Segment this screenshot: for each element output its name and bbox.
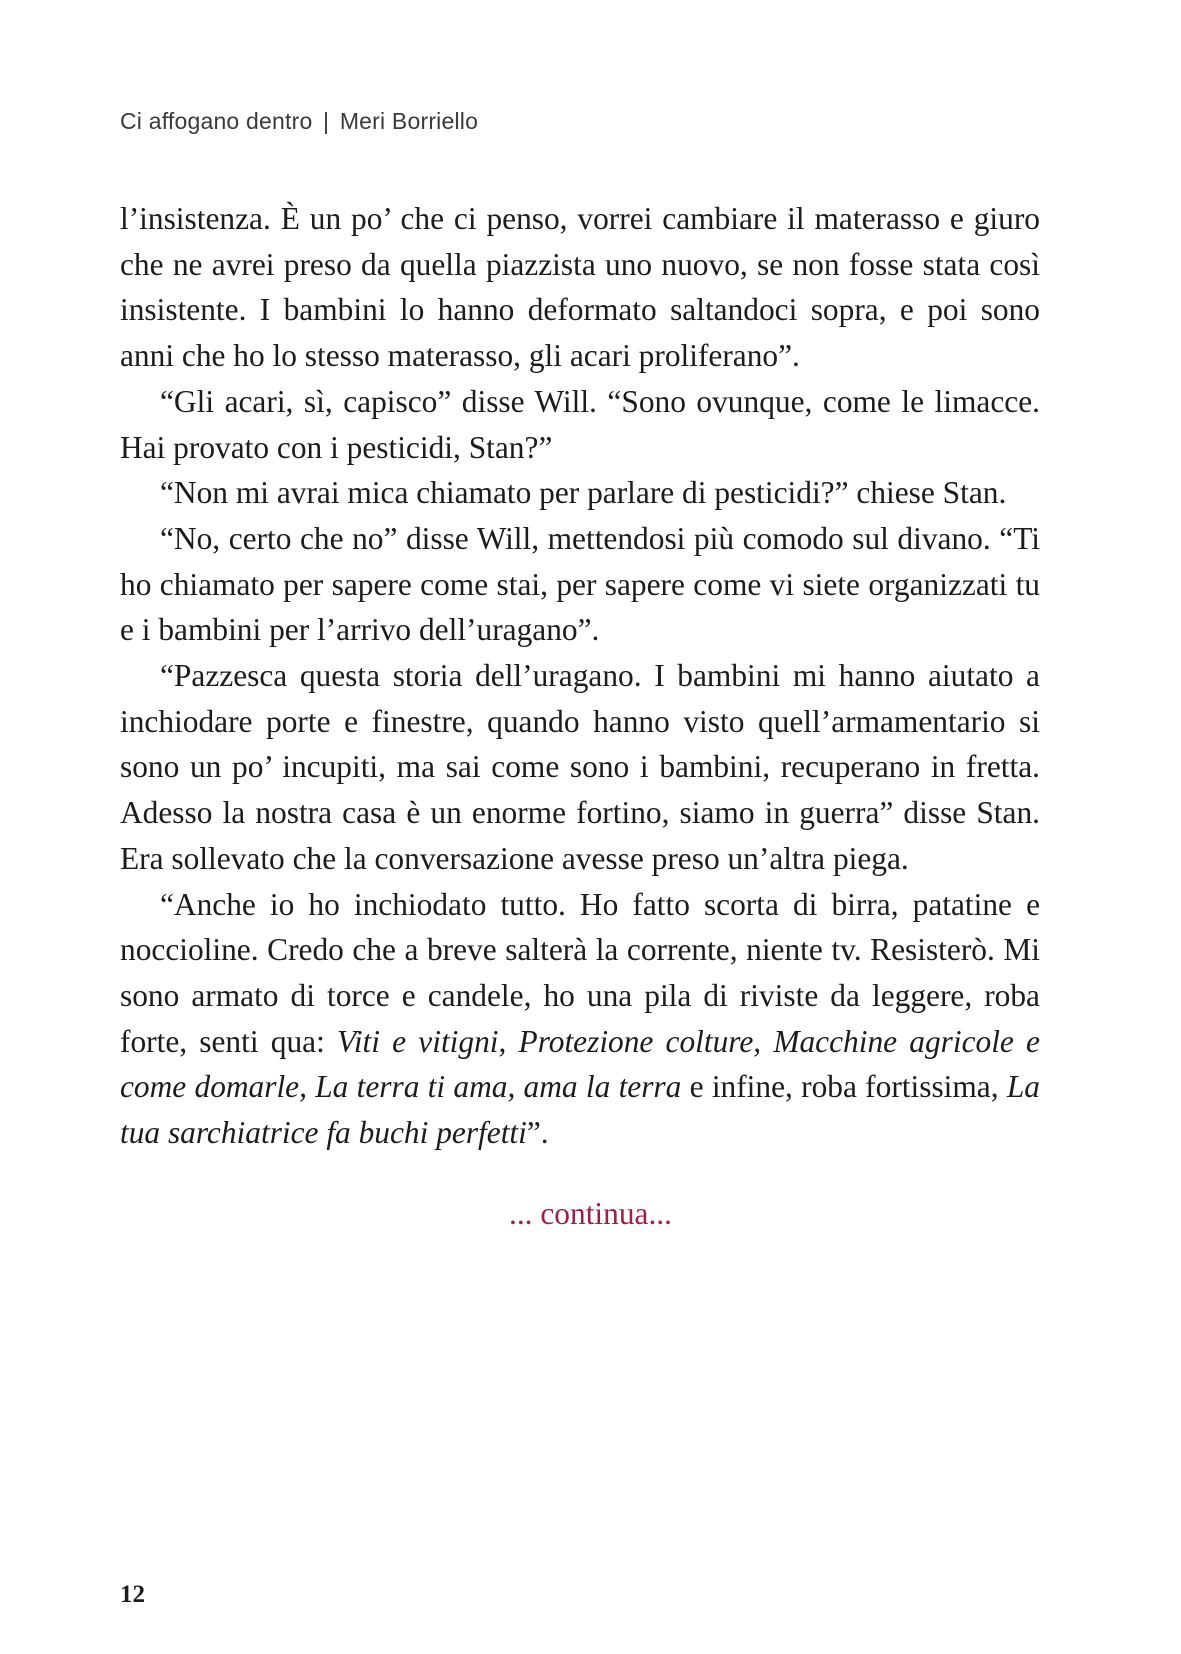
- magazine-title-final: La tua sarchiatrice fa buchi perfetti: [120, 1069, 1040, 1151]
- paragraph-2: “Gli acari, sì, capisco” disse Will. “Sono ovunque, come le limacce. Hai provato con i pesticidi, Stan?”: [120, 383, 1040, 465]
- paragraph-5: “Pazzesca questa storia dell’uragano. I bambini mi hanno aiutato a inchiodare porte e finestre, quando hanno visto quell’armamentario si sono un po’ incupiti, ma sai come sono i bambini, recuperano in fretta. Adesso la nostra casa è un enorme fortino, siamo in guerra” disse Stan. Era sollevato che la conversazione avesse preso un’altra piega.: [120, 658, 1040, 876]
- magazine-titles: Viti e vitigni, Protezione colture, Macchine agricole e come domarle, La terra ti ama, ama la terra: [120, 1023, 1040, 1105]
- paragraph-6-closing: ”.: [526, 1115, 549, 1151]
- book-title: Ci affogano dentro: [120, 108, 313, 134]
- continua-link[interactable]: ... continua...: [508, 1196, 673, 1231]
- paragraph-6-intro: “Anche io ho inchiodato tutto. Ho fatto scorta di birra, patatine e noccioline. Credo che a breve salterà la corrente, niente tv. Resisterò. Mi sono armato di torce e candele, ho una pila di riviste da leggere, roba forte, senti qua:: [120, 886, 1040, 1059]
- paragraph-1: l’insistenza. È un po’ che ci penso, vorrei cambiare il materasso e giuro che ne avrei preso da quella piazzista uno nuovo, se non fosse stata così insistente. I bambini lo hanno deformato saltandoci sopra, e poi sono anni che ho lo stesso materasso, gli acari proliferano”.: [120, 201, 1040, 374]
- paragraph-6-middle: e infine, roba fortissima,: [681, 1069, 1007, 1105]
- paragraph-4: “No, certo che no” disse Will, mettendosi più comodo sul divano. “Ti ho chiamato per sapere come stai, per sapere come vi siete organizzati tu e i bambini per l’arrivo dell’uragano”.: [120, 520, 1040, 648]
- book-author: Meri Borriello: [339, 108, 479, 134]
- header-separator: |: [323, 108, 330, 134]
- running-header: [120, 108, 478, 135]
- paragraph-6: [120, 882, 1040, 1156]
- page-number: 12: [120, 1581, 145, 1608]
- paragraph-3: “Non mi avrai mica chiamato per parlare di pesticidi?” chiese Stan.: [160, 475, 1007, 511]
- body-text: [120, 196, 1040, 1156]
